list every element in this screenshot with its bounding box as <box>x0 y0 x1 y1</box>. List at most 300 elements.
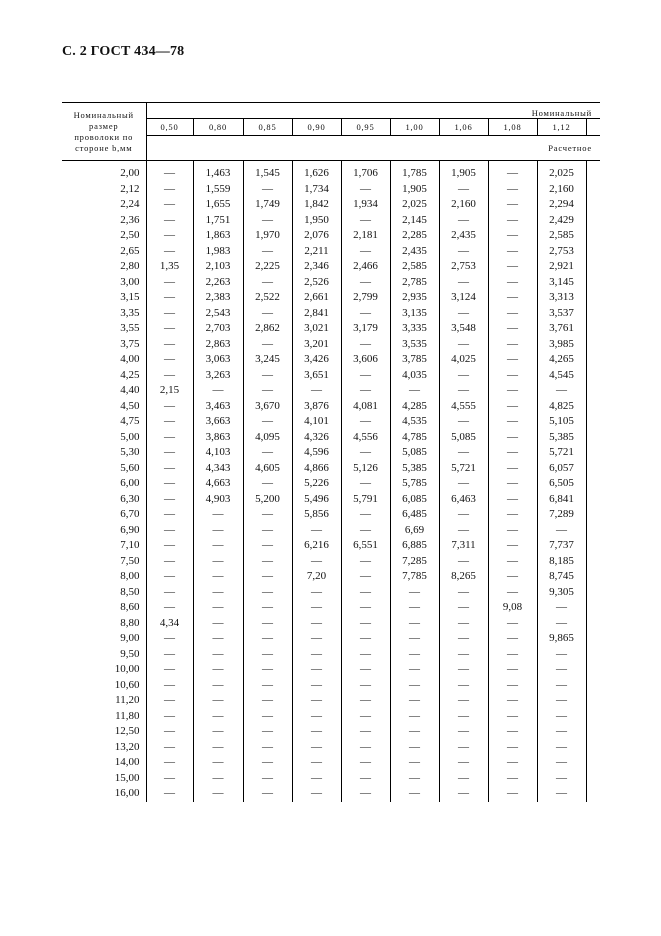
value-cell: — <box>146 554 193 570</box>
value-cell: — <box>146 337 193 353</box>
value-cell: — <box>439 662 488 678</box>
value-cell: 2,799 <box>341 290 390 306</box>
wire-size-cell: 9,00 <box>62 631 146 647</box>
value-cell: — <box>146 771 193 787</box>
wire-size-cell: 2,12 <box>62 182 146 198</box>
table-row <box>62 290 600 306</box>
value-cell: 1,785 <box>390 161 439 182</box>
value-cell: — <box>146 445 193 461</box>
value-cell: — <box>146 631 193 647</box>
spacer-cell <box>586 197 600 213</box>
value-cell: — <box>243 213 292 229</box>
wire-size-cell: 4,75 <box>62 414 146 430</box>
value-cell: — <box>390 383 439 399</box>
value-cell: 4,035 <box>390 368 439 384</box>
value-cell: 1,863 <box>193 228 243 244</box>
value-cell: 1,751 <box>193 213 243 229</box>
value-cell: — <box>146 182 193 198</box>
value-cell: 6,085 <box>390 492 439 508</box>
value-cell: — <box>341 724 390 740</box>
value-cell: — <box>488 554 537 570</box>
value-cell: — <box>146 507 193 523</box>
value-cell: — <box>488 709 537 725</box>
value-cell: — <box>243 693 292 709</box>
value-cell: 3,263 <box>193 368 243 384</box>
spacer-cell <box>586 693 600 709</box>
value-cell: — <box>537 755 586 771</box>
table-row <box>62 461 600 477</box>
value-cell: — <box>439 445 488 461</box>
row-header-line-1: Номинальный <box>73 109 134 120</box>
value-cell: 3,761 <box>537 321 586 337</box>
value-cell: 2,661 <box>292 290 341 306</box>
value-cell: — <box>193 631 243 647</box>
value-cell: — <box>243 306 292 322</box>
value-cell: 3,651 <box>292 368 341 384</box>
value-cell: — <box>341 678 390 694</box>
value-cell: 3,201 <box>292 337 341 353</box>
table-row <box>62 724 600 740</box>
spacer-cell <box>586 259 600 275</box>
value-cell: — <box>146 662 193 678</box>
value-cell: — <box>292 740 341 756</box>
wire-size-cell: 3,75 <box>62 337 146 353</box>
value-cell: 1,842 <box>292 197 341 213</box>
value-cell: — <box>193 740 243 756</box>
wire-size-cell: 6,90 <box>62 523 146 539</box>
span-header-calculated: Расчетное <box>146 136 600 161</box>
wire-size-cell: 8,60 <box>62 600 146 616</box>
value-cell: — <box>292 662 341 678</box>
value-cell: 4,101 <box>292 414 341 430</box>
value-cell: — <box>390 709 439 725</box>
value-cell: — <box>146 600 193 616</box>
value-cell: 3,548 <box>439 321 488 337</box>
value-cell: 3,663 <box>193 414 243 430</box>
column-header: 1,08 <box>488 119 537 136</box>
value-cell: 3,335 <box>390 321 439 337</box>
value-cell: — <box>243 445 292 461</box>
table-row <box>62 321 600 337</box>
value-cell: — <box>193 383 243 399</box>
wire-size-cell: 5,30 <box>62 445 146 461</box>
value-cell: — <box>439 631 488 647</box>
value-cell: — <box>146 647 193 663</box>
value-cell: — <box>243 585 292 601</box>
value-cell: — <box>341 631 390 647</box>
table-row <box>62 161 600 182</box>
spacer-cell <box>586 616 600 632</box>
value-cell: 2,435 <box>439 228 488 244</box>
value-cell: 2,543 <box>193 306 243 322</box>
value-cell: 4,605 <box>243 461 292 477</box>
value-cell: 2,429 <box>537 213 586 229</box>
value-cell: — <box>243 631 292 647</box>
value-cell: — <box>243 476 292 492</box>
value-cell: — <box>488 662 537 678</box>
value-cell: — <box>146 368 193 384</box>
value-cell: — <box>537 616 586 632</box>
value-cell: — <box>390 786 439 802</box>
value-cell: — <box>488 290 537 306</box>
value-cell: — <box>292 600 341 616</box>
value-cell: — <box>243 771 292 787</box>
value-cell: 3,179 <box>341 321 390 337</box>
spacer-cell <box>586 228 600 244</box>
value-cell: — <box>341 383 390 399</box>
value-cell: — <box>243 740 292 756</box>
value-cell: 2,225 <box>243 259 292 275</box>
value-cell: 6,841 <box>537 492 586 508</box>
value-cell: 3,670 <box>243 399 292 415</box>
value-cell: — <box>341 275 390 291</box>
table-row <box>62 414 600 430</box>
spacer-cell <box>586 755 600 771</box>
value-cell: 2,785 <box>390 275 439 291</box>
value-cell: 8,265 <box>439 569 488 585</box>
table-row <box>62 523 600 539</box>
value-cell: — <box>243 538 292 554</box>
value-cell: — <box>193 538 243 554</box>
value-cell: 1,463 <box>193 161 243 182</box>
value-cell: — <box>341 771 390 787</box>
value-cell: — <box>243 554 292 570</box>
value-cell: — <box>537 740 586 756</box>
value-cell: — <box>146 678 193 694</box>
value-cell: 2,145 <box>390 213 439 229</box>
value-cell: — <box>537 693 586 709</box>
spacer-cell <box>586 244 600 260</box>
value-cell: 3,537 <box>537 306 586 322</box>
value-cell: — <box>439 724 488 740</box>
wire-size-cell: 16,00 <box>62 786 146 802</box>
value-cell: — <box>341 600 390 616</box>
value-cell: — <box>390 647 439 663</box>
value-cell: — <box>390 616 439 632</box>
spacer-cell <box>586 275 600 291</box>
value-cell: — <box>341 740 390 756</box>
value-cell: 3,124 <box>439 290 488 306</box>
table-row <box>62 693 600 709</box>
value-cell: 2,025 <box>390 197 439 213</box>
wire-size-cell: 2,50 <box>62 228 146 244</box>
value-cell: — <box>439 678 488 694</box>
value-cell: 5,496 <box>292 492 341 508</box>
value-cell: — <box>439 383 488 399</box>
value-cell: — <box>488 368 537 384</box>
value-cell: — <box>488 399 537 415</box>
value-cell: — <box>341 213 390 229</box>
value-cell: — <box>439 213 488 229</box>
value-cell: — <box>439 755 488 771</box>
value-cell: — <box>292 383 341 399</box>
spacer-cell <box>586 161 600 182</box>
value-cell: — <box>488 585 537 601</box>
wire-size-cell: 3,55 <box>62 321 146 337</box>
wire-size-cell: 11,80 <box>62 709 146 725</box>
value-cell: — <box>341 414 390 430</box>
wire-size-cell: 2,80 <box>62 259 146 275</box>
value-cell: — <box>537 383 586 399</box>
value-cell: — <box>390 631 439 647</box>
value-cell: 4,785 <box>390 430 439 446</box>
value-cell: — <box>243 600 292 616</box>
value-cell: — <box>341 569 390 585</box>
value-cell: 4,103 <box>193 445 243 461</box>
value-cell: — <box>341 693 390 709</box>
value-cell: — <box>488 337 537 353</box>
value-cell: 4,545 <box>537 368 586 384</box>
wire-size-cell: 3,15 <box>62 290 146 306</box>
value-cell: — <box>488 383 537 399</box>
spacer-cell <box>586 554 600 570</box>
table-row <box>62 368 600 384</box>
value-cell: 2,435 <box>390 244 439 260</box>
value-cell: — <box>439 306 488 322</box>
wire-size-cell: 4,50 <box>62 399 146 415</box>
value-cell: 1,35 <box>146 259 193 275</box>
value-cell: — <box>439 275 488 291</box>
value-cell: — <box>146 709 193 725</box>
column-header-spacer <box>586 119 600 136</box>
spacer-cell <box>586 631 600 647</box>
value-cell: 5,085 <box>390 445 439 461</box>
row-header-line-4: стороне b,мм <box>75 142 133 153</box>
value-cell: — <box>537 678 586 694</box>
value-cell: 2,294 <box>537 197 586 213</box>
value-cell: 5,385 <box>390 461 439 477</box>
value-cell: — <box>341 523 390 539</box>
value-cell: — <box>537 786 586 802</box>
value-cell: 7,20 <box>292 569 341 585</box>
value-cell: 2,585 <box>537 228 586 244</box>
value-cell: — <box>439 244 488 260</box>
value-cell: — <box>488 693 537 709</box>
spacer-cell <box>586 461 600 477</box>
value-cell: 2,211 <box>292 244 341 260</box>
value-cell: 9,08 <box>488 600 537 616</box>
value-cell: 3,876 <box>292 399 341 415</box>
value-cell: 9,865 <box>537 631 586 647</box>
table-row <box>62 383 600 399</box>
value-cell: 4,555 <box>439 399 488 415</box>
value-cell: 7,289 <box>537 507 586 523</box>
wire-size-cell: 6,70 <box>62 507 146 523</box>
column-header: 0,85 <box>243 119 292 136</box>
value-cell: — <box>341 182 390 198</box>
value-cell: — <box>439 616 488 632</box>
value-cell: 2,160 <box>537 182 586 198</box>
value-cell: — <box>292 678 341 694</box>
value-cell: 1,559 <box>193 182 243 198</box>
value-cell: — <box>488 492 537 508</box>
value-cell: 1,983 <box>193 244 243 260</box>
value-cell: — <box>488 740 537 756</box>
table-row <box>62 275 600 291</box>
table-row <box>62 213 600 229</box>
value-cell: — <box>243 662 292 678</box>
value-cell: 6,505 <box>537 476 586 492</box>
value-cell: — <box>341 616 390 632</box>
value-cell: — <box>341 445 390 461</box>
table-body <box>62 161 600 802</box>
value-cell: — <box>146 461 193 477</box>
value-cell: 3,463 <box>193 399 243 415</box>
value-cell: — <box>390 678 439 694</box>
value-cell: 2,285 <box>390 228 439 244</box>
table-row <box>62 399 600 415</box>
table-row <box>62 755 600 771</box>
wire-size-cell: 10,60 <box>62 678 146 694</box>
value-cell: — <box>439 647 488 663</box>
table-row <box>62 182 600 198</box>
value-cell: — <box>488 306 537 322</box>
value-cell: — <box>341 337 390 353</box>
value-cell: — <box>292 647 341 663</box>
value-cell: 5,721 <box>439 461 488 477</box>
value-cell: — <box>488 678 537 694</box>
value-cell: — <box>341 306 390 322</box>
value-cell: — <box>439 693 488 709</box>
value-cell: — <box>488 569 537 585</box>
value-cell: 2,935 <box>390 290 439 306</box>
spacer-cell <box>586 709 600 725</box>
value-cell: 4,535 <box>390 414 439 430</box>
value-cell: — <box>193 569 243 585</box>
value-cell: 6,551 <box>341 538 390 554</box>
value-cell: — <box>341 786 390 802</box>
value-cell: — <box>488 445 537 461</box>
value-cell: 6,69 <box>390 523 439 539</box>
value-cell: 5,721 <box>537 445 586 461</box>
value-cell: — <box>193 786 243 802</box>
value-cell: 2,076 <box>292 228 341 244</box>
value-cell: 9,305 <box>537 585 586 601</box>
value-cell: — <box>439 786 488 802</box>
value-cell: — <box>292 709 341 725</box>
value-cell: — <box>146 492 193 508</box>
value-cell: — <box>146 724 193 740</box>
wire-size-cell: 13,20 <box>62 740 146 756</box>
column-header: 0,95 <box>341 119 390 136</box>
value-cell: — <box>292 631 341 647</box>
value-cell: — <box>193 678 243 694</box>
value-cell: — <box>243 383 292 399</box>
value-cell: 1,626 <box>292 161 341 182</box>
table-row <box>62 259 600 275</box>
wire-size-cell: 5,00 <box>62 430 146 446</box>
value-cell: — <box>146 228 193 244</box>
value-cell: 8,185 <box>537 554 586 570</box>
table-row <box>62 662 600 678</box>
value-cell: 6,485 <box>390 507 439 523</box>
value-cell: 1,905 <box>439 161 488 182</box>
value-cell: — <box>439 523 488 539</box>
value-cell: — <box>439 337 488 353</box>
table-row <box>62 228 600 244</box>
value-cell: — <box>243 569 292 585</box>
value-cell: 5,791 <box>341 492 390 508</box>
value-cell: — <box>537 771 586 787</box>
value-cell: — <box>193 724 243 740</box>
spacer-cell <box>586 678 600 694</box>
value-cell: 7,311 <box>439 538 488 554</box>
value-cell: — <box>292 755 341 771</box>
value-cell: — <box>341 507 390 523</box>
spacer-cell <box>586 430 600 446</box>
value-cell: — <box>390 724 439 740</box>
spacer-cell <box>586 569 600 585</box>
value-cell: 5,105 <box>537 414 586 430</box>
value-cell: — <box>488 182 537 198</box>
table-row <box>62 786 600 802</box>
value-cell: 6,216 <box>292 538 341 554</box>
value-cell: — <box>146 290 193 306</box>
value-cell: 2,526 <box>292 275 341 291</box>
wire-size-cell: 14,00 <box>62 755 146 771</box>
value-cell: 2,383 <box>193 290 243 306</box>
value-cell: — <box>193 647 243 663</box>
value-cell: — <box>537 709 586 725</box>
value-cell: — <box>243 182 292 198</box>
value-cell: 4,326 <box>292 430 341 446</box>
column-header: 1,00 <box>390 119 439 136</box>
table-row <box>62 445 600 461</box>
value-cell: — <box>341 662 390 678</box>
value-cell: 2,703 <box>193 321 243 337</box>
value-cell: 8,745 <box>537 569 586 585</box>
wire-size-cell: 11,20 <box>62 693 146 709</box>
value-cell: 2,862 <box>243 321 292 337</box>
value-cell: — <box>146 399 193 415</box>
value-cell: — <box>390 585 439 601</box>
value-cell: 1,950 <box>292 213 341 229</box>
table-row <box>62 197 600 213</box>
value-cell: — <box>243 275 292 291</box>
table-row <box>62 538 600 554</box>
value-cell: — <box>537 662 586 678</box>
spacer-cell <box>586 492 600 508</box>
table-row <box>62 507 600 523</box>
value-cell: — <box>439 182 488 198</box>
wire-size-cell: 2,36 <box>62 213 146 229</box>
value-cell: 5,385 <box>537 430 586 446</box>
value-cell: — <box>146 523 193 539</box>
table-row <box>62 492 600 508</box>
table-row <box>62 600 600 616</box>
value-cell: — <box>243 337 292 353</box>
value-cell: — <box>341 554 390 570</box>
wire-size-cell: 3,00 <box>62 275 146 291</box>
value-cell: — <box>146 740 193 756</box>
spacer-cell <box>586 399 600 415</box>
value-cell: 2,346 <box>292 259 341 275</box>
value-cell: 2,753 <box>537 244 586 260</box>
spacer-cell <box>586 786 600 802</box>
value-cell: 4,265 <box>537 352 586 368</box>
value-cell: 5,126 <box>341 461 390 477</box>
value-cell: 2,025 <box>537 161 586 182</box>
value-cell: 7,285 <box>390 554 439 570</box>
value-cell: — <box>439 554 488 570</box>
value-cell: 4,025 <box>439 352 488 368</box>
column-header: 1,12 <box>537 119 586 136</box>
value-cell: — <box>488 352 537 368</box>
value-cell: — <box>488 197 537 213</box>
spacer-cell <box>586 321 600 337</box>
value-cell: — <box>243 786 292 802</box>
value-cell: — <box>537 724 586 740</box>
